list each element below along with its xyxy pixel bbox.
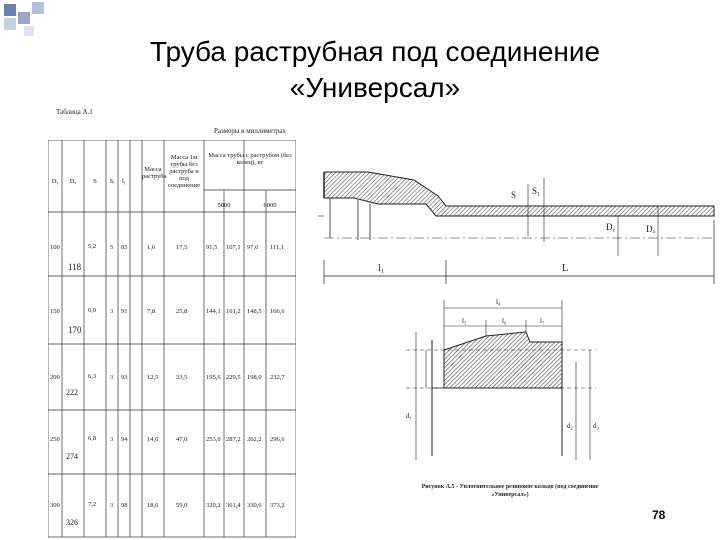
header-s1: Sᵢ <box>109 178 115 185</box>
row3-w6000: 232,7 <box>270 374 285 381</box>
row1-tolerance: 118 <box>68 262 82 272</box>
row2-m6000: 161,2 <box>226 308 241 315</box>
row1-dn: 100 <box>50 244 60 251</box>
row3-m5000: 195,6 <box>206 374 221 381</box>
row3-v3: 12,5 <box>147 374 159 381</box>
row3-v2: 93 <box>121 374 128 381</box>
label-d2: d₂ <box>567 422 573 430</box>
table-subtitle: Размеры в миллиметрах <box>214 127 286 135</box>
row4-m5000: 253,0 <box>206 436 221 443</box>
row4-m6000: 287,2 <box>226 436 241 443</box>
row1-w5000: 97,0 <box>247 244 259 251</box>
row3-tolerance: 222 <box>66 388 78 397</box>
row4-v1: 3 <box>110 436 114 443</box>
row1-w6000: 111,1 <box>270 244 285 251</box>
row4-v2: 94 <box>121 436 128 443</box>
label-dy: Dᵧ <box>606 222 615 232</box>
title-line-2: «Универсал» <box>289 72 461 103</box>
row5-v3: 18,6 <box>147 502 159 509</box>
row1-v3: 1,6 <box>147 244 156 251</box>
header-s: S <box>93 178 97 185</box>
header-pipe-mass: Масса трубы с раструбом (без колец), кг <box>208 152 292 166</box>
row5-m5000: 320,2 <box>206 502 221 509</box>
row3-dn: 200 <box>50 374 60 381</box>
table-grid <box>48 140 296 538</box>
page-number: 78 <box>652 508 666 522</box>
header-length-5000: 5000 <box>217 202 231 209</box>
row3-mass: 33,5 <box>176 374 188 381</box>
row1-v2: 85 <box>121 244 128 251</box>
row4-tolerance: 274 <box>66 452 78 461</box>
header-mass-per-meter: Масса 1м трубы без раструба и под соединение <box>167 154 200 189</box>
row5-w6000: 373,2 <box>270 502 285 509</box>
row4-s: 6,8 <box>88 435 97 442</box>
label-dn: Dₐ <box>646 224 655 234</box>
figure-caption-line-1: Рисунок А.5 - Уплотнительное резиновое кольцо (под соединение <box>421 484 599 490</box>
row2-w5000: 148,5 <box>247 308 262 315</box>
figure-caption-line-2: «Универсал») <box>491 492 529 498</box>
row5-s: 7,2 <box>88 501 97 508</box>
header-dy: Dᵧ <box>51 178 59 185</box>
row2-v2: 91 <box>121 308 128 315</box>
row5-v2: 98 <box>121 502 128 509</box>
row2-v3: 7,8 <box>147 308 156 315</box>
label-s1: S₁ <box>532 186 541 196</box>
row5-v1: 3 <box>110 502 114 509</box>
row1-m6000: 107,1 <box>226 244 241 251</box>
row5-m6000: 361,4 <box>226 502 241 509</box>
row4-w5000: 262,2 <box>247 436 262 443</box>
rubber-ring-drawing <box>386 290 616 460</box>
row1-m5000: 91,5 <box>206 244 218 251</box>
table-caption: Таблица А.1 <box>56 108 93 116</box>
row5-tolerance: 326 <box>66 518 78 527</box>
row1-mass: 17,5 <box>176 244 188 251</box>
label-l1: l₁ <box>378 263 385 274</box>
row3-s: 6,3 <box>88 373 97 380</box>
row3-v1: 3 <box>110 374 114 381</box>
header-l1: l₁ <box>121 178 127 185</box>
row2-tolerance: 170 <box>68 325 82 335</box>
row2-m5000: 144,1 <box>206 308 221 315</box>
label-l7: l₇ <box>540 317 545 325</box>
row5-dn: 300 <box>50 502 60 509</box>
row4-w6000: 296,6 <box>270 436 285 443</box>
row5-mass: 59,0 <box>176 502 188 509</box>
header-dn: Dₐ <box>69 178 77 185</box>
slide-title <box>80 34 670 106</box>
row4-mass: 47,0 <box>176 436 188 443</box>
header-length-6000: 6000 <box>263 202 277 209</box>
row3-w5000: 198,0 <box>247 374 262 381</box>
header-socket-mass: Масса раструба <box>142 166 167 180</box>
row1-v1: 5 <box>110 244 114 251</box>
dimension-table <box>48 140 296 538</box>
label-l5: l₅ <box>462 317 467 325</box>
row2-mass: 25,8 <box>176 308 188 315</box>
label-d1: d₁ <box>406 412 412 420</box>
row2-v1: 3 <box>110 308 114 315</box>
row4-v3: 14,6 <box>147 436 159 443</box>
figure-caption <box>385 483 635 499</box>
row4-dn: 250 <box>50 436 60 443</box>
label-s: S <box>511 190 517 200</box>
row5-w5000: 330,6 <box>247 502 262 509</box>
row3-m6000: 229,5 <box>226 374 241 381</box>
row2-dn: 150 <box>50 308 60 315</box>
title-line-1: Труба раструбная под соединение <box>149 36 601 67</box>
label-l4: l₄ <box>496 298 501 306</box>
pipe-section-drawing <box>318 160 718 290</box>
row2-s: 6,0 <box>88 307 97 314</box>
label-d3: d₃ <box>593 422 599 430</box>
row1-s: 5,2 <box>88 243 97 250</box>
row2-w6000: 166,6 <box>270 308 285 315</box>
label-l: L <box>562 263 569 274</box>
label-l6: l₆ <box>502 317 507 325</box>
